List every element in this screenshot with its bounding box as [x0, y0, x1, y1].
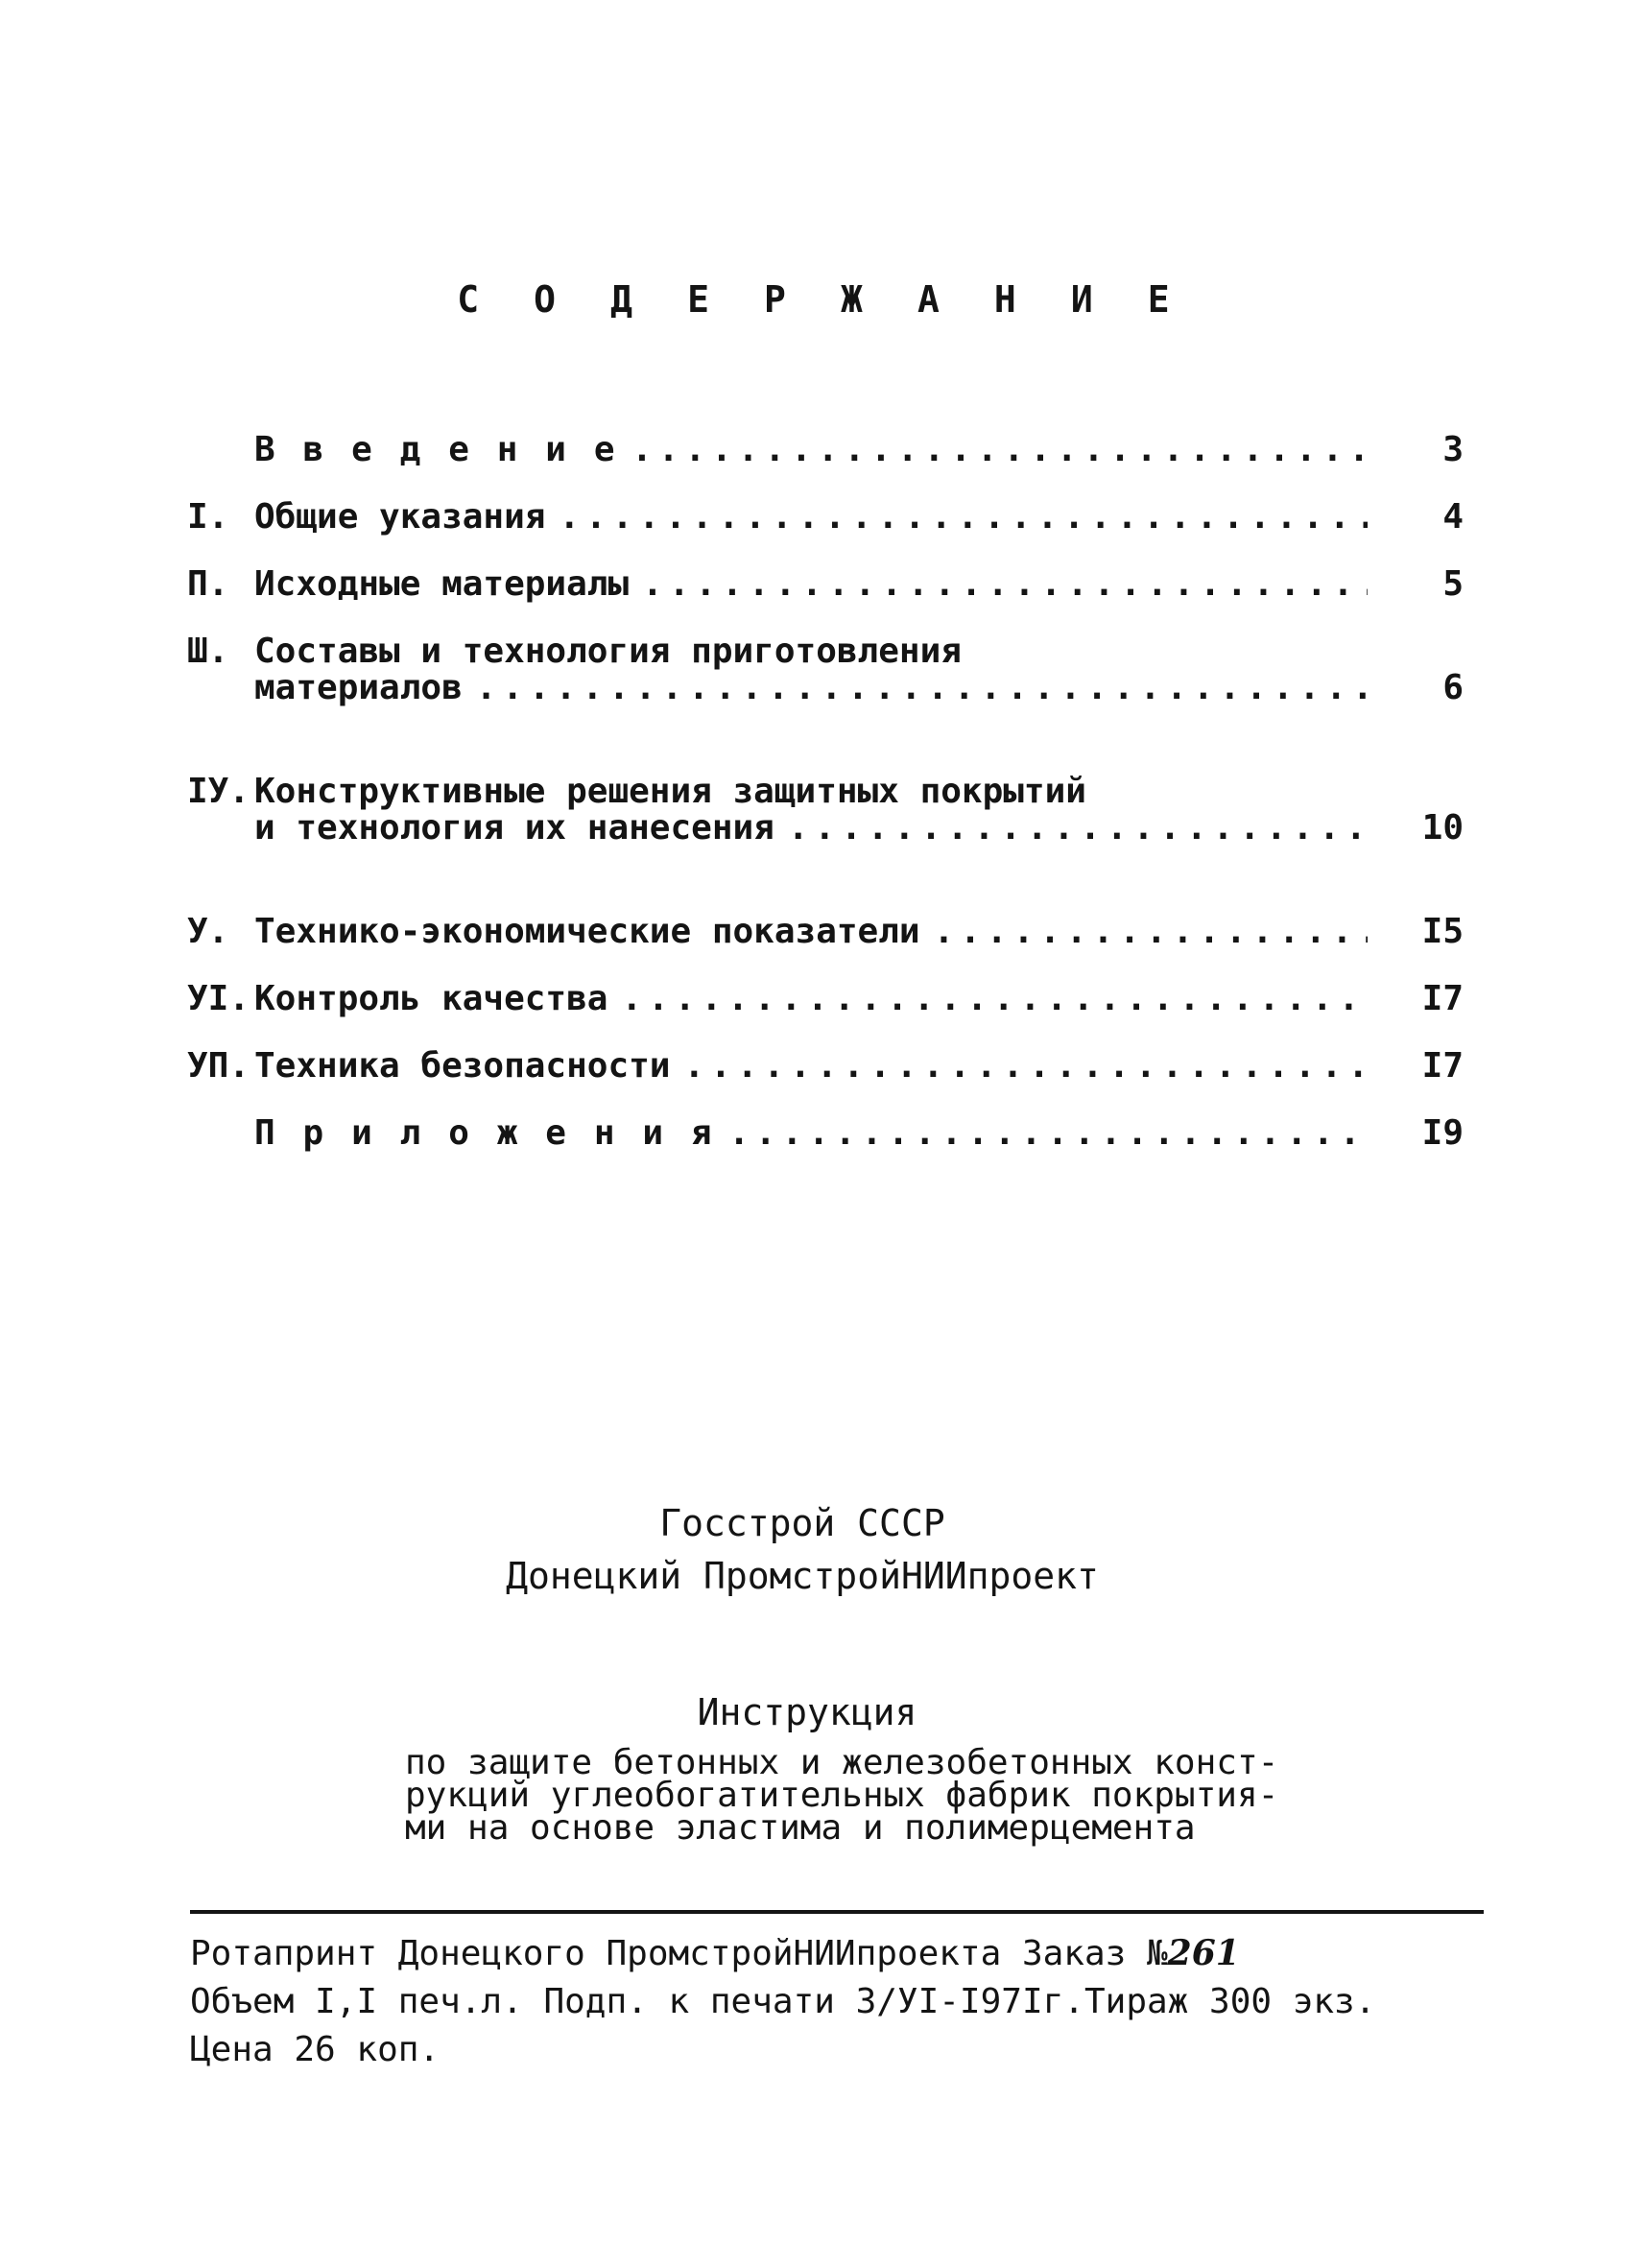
toc-entry-number: П. — [187, 564, 229, 604]
toc-entry — [187, 499, 1464, 536]
instruction-description — [405, 1743, 1326, 1848]
toc-entry-text — [254, 633, 1368, 706]
dot-leader — [642, 566, 1368, 603]
toc-entry — [187, 432, 1464, 468]
toc-entry-label: Техника безопасности — [254, 1046, 671, 1086]
imprint-line-3: Цена 26 коп. — [190, 2030, 441, 2069]
toc-entry-text — [254, 914, 1368, 950]
toc-entry — [187, 1048, 1464, 1085]
toc-entry-label: Контроль качества — [254, 979, 608, 1018]
toc-entry-text — [254, 499, 1368, 536]
toc-entry-page: I7 — [1421, 979, 1464, 1018]
toc-entry-page: 3 — [1442, 430, 1464, 469]
dot-leader — [476, 670, 1368, 706]
toc-entry-line — [254, 499, 1368, 536]
toc-entry — [187, 1115, 1464, 1152]
toc-entry-line — [254, 1048, 1368, 1085]
toc-entry-line — [254, 810, 1368, 847]
imprint-block — [190, 1929, 1495, 2074]
toc-title: С О Д Е Р Ж А Н И Е — [457, 278, 1186, 321]
dot-leader — [621, 981, 1368, 1017]
toc-entry-number: Ш. — [187, 632, 229, 671]
toc-entry-page: I5 — [1421, 912, 1464, 951]
toc-entry-label: Составы и технология приготовления — [254, 632, 962, 671]
dot-leader — [934, 914, 1368, 950]
toc-entry-page: 10 — [1421, 808, 1464, 848]
toc-entry-label: Технико-экономические показатели — [254, 912, 920, 951]
toc-entry-label: П р и л о ж е н и я — [254, 1113, 716, 1153]
toc-entry-label: Общие указания — [254, 497, 546, 537]
toc-entry — [187, 566, 1464, 603]
toc-entry-text — [254, 1048, 1368, 1085]
toc-entry-label: Исходные материалы — [254, 564, 630, 604]
toc-entry-page: 6 — [1442, 668, 1464, 707]
toc-entry-number: IУ. — [187, 772, 250, 811]
toc-entry-line — [254, 566, 1368, 603]
toc-entry-text — [254, 566, 1368, 603]
toc-entry-text — [254, 432, 1368, 468]
toc-entry — [187, 914, 1464, 950]
instruction-title: Инструкция — [697, 1691, 917, 1733]
toc-entry-label: Конструктивные решения защитных покрытий — [254, 772, 1086, 811]
toc-entry-line — [254, 670, 1368, 706]
toc-entry-text — [254, 774, 1368, 847]
toc-entry-number: У. — [187, 912, 229, 951]
toc-entry-label: материалов — [254, 668, 463, 707]
toc-entry-line — [254, 914, 1368, 950]
toc-entry-text — [254, 981, 1368, 1017]
toc-entry-line — [254, 774, 1368, 810]
toc-entry-line — [254, 981, 1368, 1017]
toc-entry-label: и технология их нанесения — [254, 808, 774, 848]
toc-entry-number: УI. — [187, 979, 250, 1018]
toc-entry-page: I7 — [1421, 1046, 1464, 1086]
dot-leader — [631, 432, 1368, 468]
dot-leader — [683, 1048, 1368, 1085]
order-number: 261 — [1167, 1933, 1240, 1973]
toc-entry-label: В в е д е н и е — [254, 430, 619, 469]
toc-entry — [187, 981, 1464, 1017]
instruction-desc-line: по защите бетонных и железобетонных конст- — [405, 1743, 1279, 1782]
org-line-2: Донецкий ПромстройНИИпроект — [506, 1555, 1099, 1597]
toc-entry — [187, 633, 1464, 706]
imprint-line-1 — [190, 1929, 1495, 1978]
dot-leader — [728, 1115, 1368, 1152]
org-line-1: Госстрой СССР — [659, 1502, 945, 1544]
toc-entry-page: 5 — [1442, 564, 1464, 604]
toc-entry-page: I9 — [1421, 1113, 1464, 1153]
toc-entry-text — [254, 1115, 1368, 1152]
imprint-printer: Ротапринт Донецкого ПромстройНИИпроекта Заказ № — [190, 1934, 1168, 1973]
imprint-line-2: Объем I,I печ.л. Подп. к печати 3/УI-I97Iг.Тираж 300 экз. — [190, 1982, 1376, 2021]
toc-entry-line — [254, 1115, 1368, 1152]
toc-entry-number: I. — [187, 497, 229, 537]
toc-entry — [187, 774, 1464, 847]
instruction-desc-line: ми на основе эластима и полимерцемента — [405, 1808, 1196, 1848]
toc-entry-line — [254, 633, 1368, 670]
instruction-desc-line: рукций углеобогатительных фабрик покрытия- — [405, 1776, 1279, 1815]
dot-leader — [788, 810, 1368, 847]
divider-rule — [190, 1910, 1484, 1914]
toc-entry-number: УП. — [187, 1046, 250, 1086]
toc-entry-page: 4 — [1442, 497, 1464, 537]
toc-entry-line — [254, 432, 1368, 468]
dot-leader — [559, 499, 1368, 536]
